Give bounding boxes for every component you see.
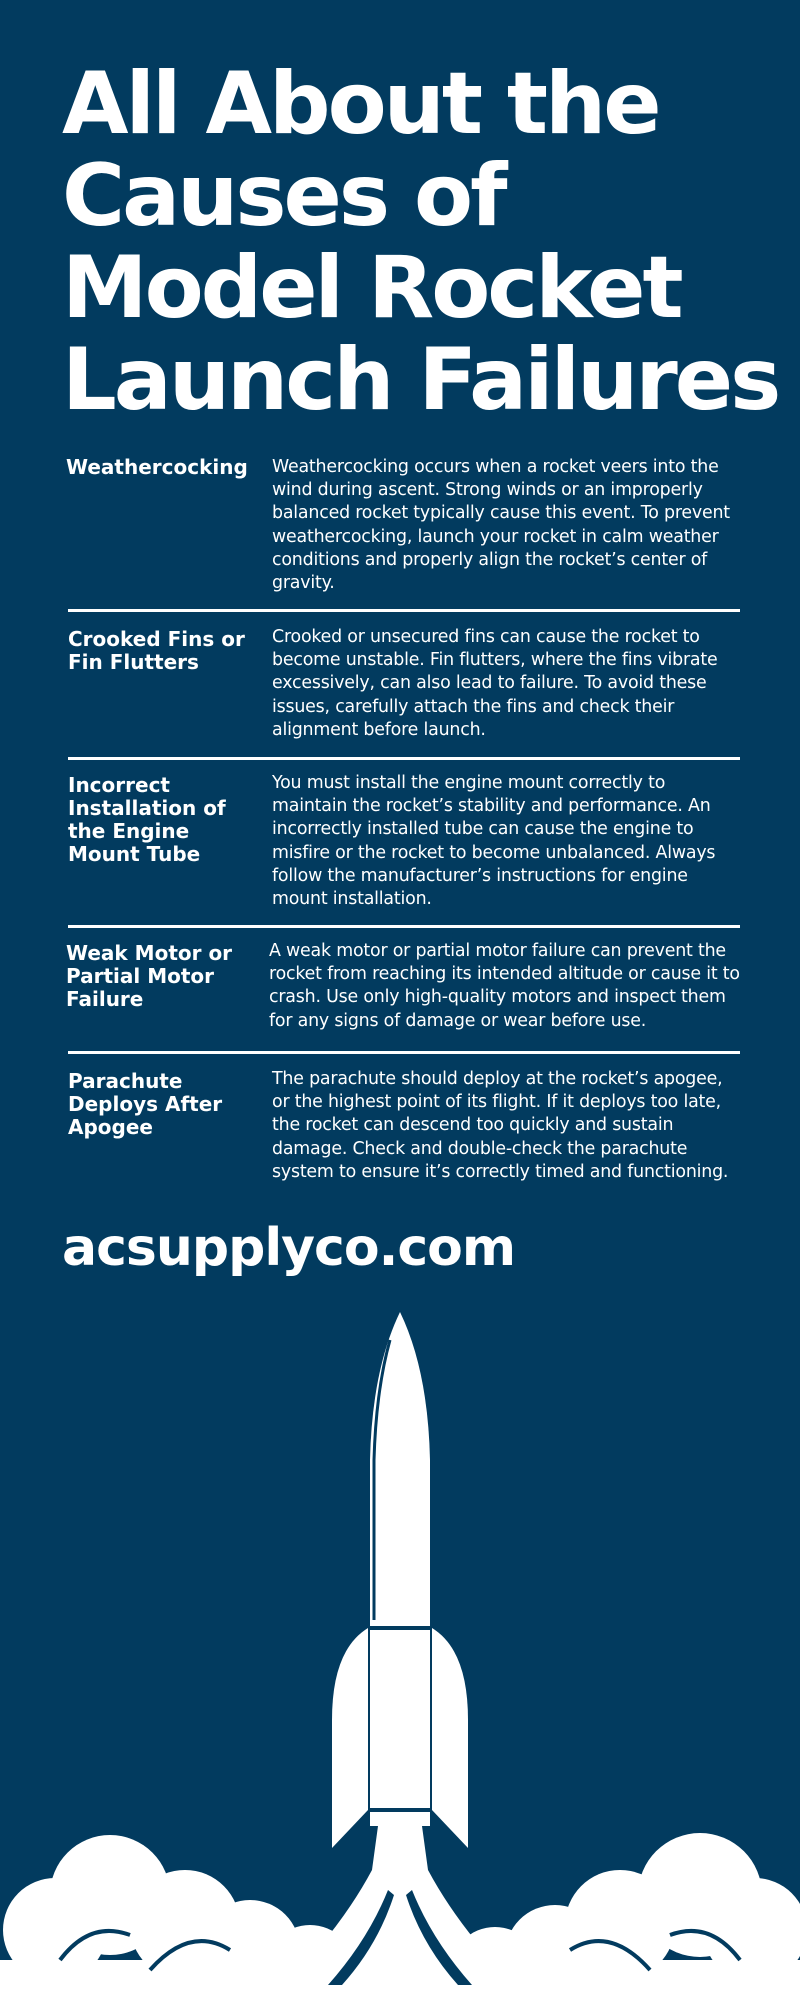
causes-list [68,440,740,1214]
cause-description: A weak motor or partial motor failure can prevent the rocket from reaching its intended altitude or cause it to crash. Use only high-quality motors and inspect them for any signs of damage or wear before use. [269,941,740,1031]
cause-heading: Crooked Fins or Fin Flutters [68,627,245,674]
page-title [62,54,782,430]
cause-heading: Parachute Deploys After Apogee [68,1069,223,1139]
cause-row [68,440,740,612]
cause-description: Weathercocking occurs when a rocket veers into the wind during ascent. Strong winds or an improperly balanced rocket typically cause this event. To prevent weathercocking, launch your rocket in calm weather conditions and properly align the rocket’s center of gravity. [272,457,730,594]
cause-heading: Weathercocking [66,455,248,479]
cause-description: The parachute should deploy at the rocket’s apogee, or the highest point of its flight. If it deploys too late, the rocket can descend too quickly and sustain damage. Check and double-check the parachute system to ensure it’s correctly timed and functioning. [272,1069,729,1182]
cause-row [68,612,740,760]
website-url: acsupplyco.com [62,1218,516,1278]
cause-row [68,760,740,928]
title-line: Model Rocket [62,238,681,338]
cause-heading: Weak Motor or Partial Motor Failure [66,941,233,1011]
rocket-launch-illustration [0,1300,800,2000]
title-line: Causes of [62,146,505,246]
title-line: All About the [62,54,659,154]
cause-row [68,1054,740,1214]
cause-description: Crooked or unsecured fins can cause the rocket to become unstable. Fin flutters, where the fins vibrate excessively, can also lead to failure. To avoid these issues, carefully attach the fins and check their alignment before launch. [272,627,718,740]
cause-description: You must install the engine mount correctly to maintain the rocket’s stability and performance. An incorrectly installed tube can cause the engine to misfire or the rocket to become unbalanced. Always follow the manufacturer’s instructions for engine mount installation. [272,773,716,910]
title-line: Launch Failures [62,330,779,430]
cause-heading: Incorrect Installation of the Engine Mount Tube [68,773,226,866]
cause-row [68,928,740,1054]
